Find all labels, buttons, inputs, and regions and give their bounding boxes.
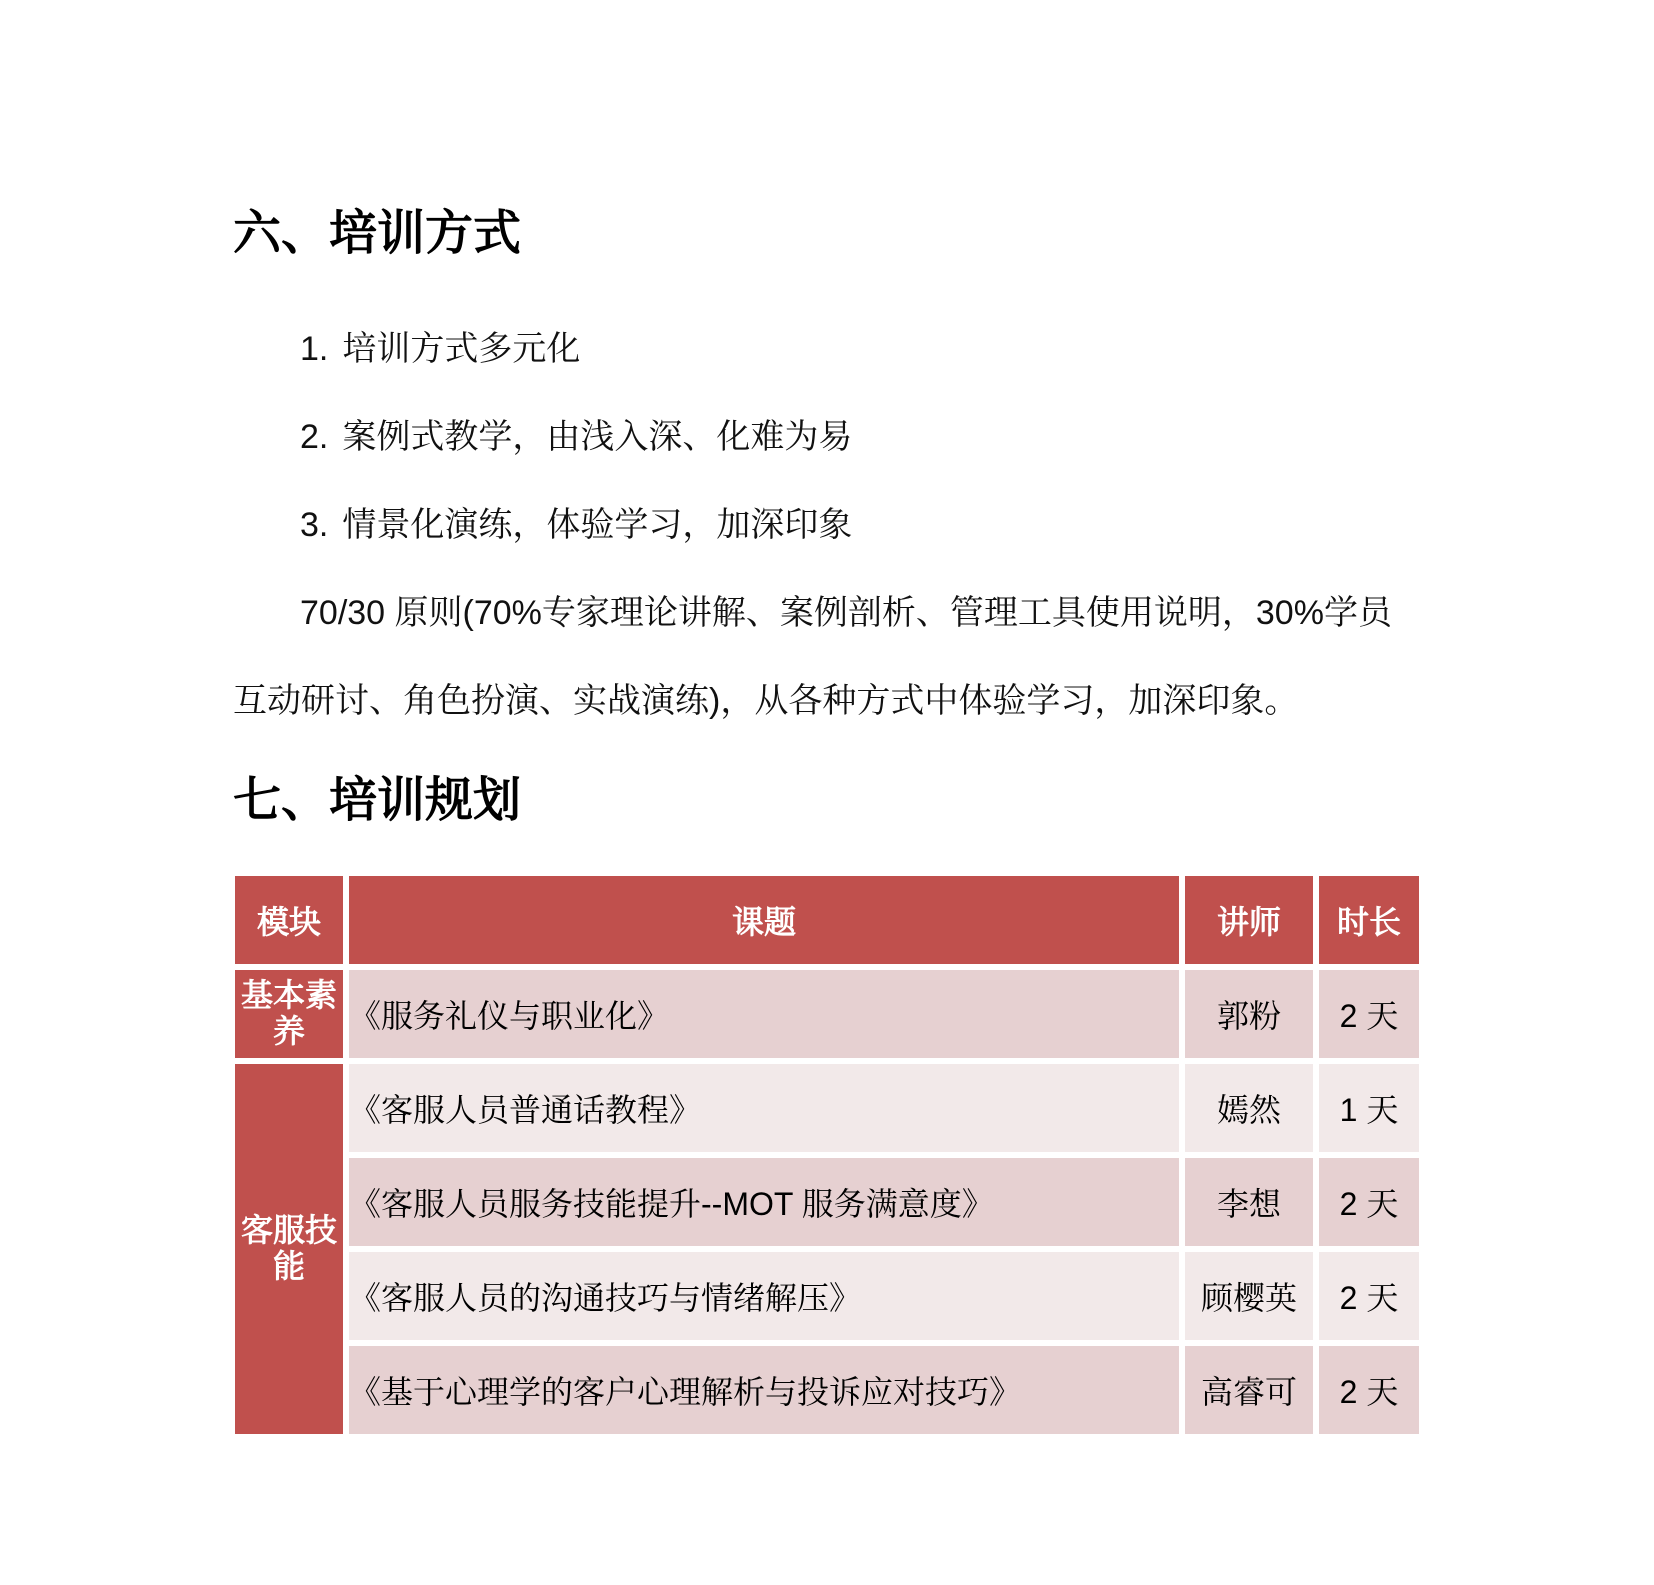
duration-cell: 2 天	[1319, 1346, 1419, 1434]
duration-cell: 1 天	[1319, 1064, 1419, 1152]
lecturer-cell: 郭粉	[1185, 970, 1313, 1058]
paragraph-line-1: 70/30 原则(70%专家理论讲解、案例剖析、管理工具使用说明，30%学员	[300, 594, 1392, 632]
table-row	[235, 1064, 1419, 1152]
topic-cell: 《客服人员普通话教程》	[349, 1064, 1179, 1152]
topic-cell: 《客服人员的沟通技巧与情绪解压》	[349, 1252, 1179, 1340]
column-header-lecturer: 讲师	[1185, 876, 1313, 964]
list-item-3	[233, 481, 1443, 569]
lecturer-cell: 高睿可	[1185, 1346, 1313, 1434]
table-header-row	[235, 876, 1419, 964]
list-item-1	[233, 305, 1443, 393]
section-6-heading: 六、培训方式	[233, 207, 522, 260]
topic-cell: 《服务礼仪与职业化》	[349, 970, 1179, 1058]
section-7-heading: 七、培训规划	[233, 774, 522, 827]
paragraph-line-2: 互动研讨、角色扮演、实战演练)，从各种方式中体验学习，加深印象。	[233, 682, 1299, 720]
duration-cell: 2 天	[1319, 1252, 1419, 1340]
topic-cell: 《客服人员服务技能提升--MOT 服务满意度》	[349, 1158, 1179, 1246]
table-row	[235, 1252, 1419, 1340]
table-row	[235, 970, 1419, 1058]
table-row	[235, 1158, 1419, 1246]
column-header-topic: 课题	[349, 876, 1179, 964]
list-item-2	[233, 393, 1443, 481]
duration-cell: 2 天	[1319, 1158, 1419, 1246]
lecturer-cell: 嫣然	[1185, 1064, 1313, 1152]
table-row	[235, 1346, 1419, 1434]
list-item-2-number: 2.	[300, 418, 329, 456]
module-cell-service-skills: 客服技能	[235, 1064, 343, 1434]
column-header-module: 模块	[235, 876, 343, 964]
list-item-1-number: 1.	[300, 330, 329, 368]
section-6-body	[233, 305, 1443, 745]
module-cell-basic-quality: 基本素养	[235, 970, 343, 1058]
training-plan-table	[229, 870, 1425, 1440]
duration-cell: 2 天	[1319, 970, 1419, 1058]
lecturer-cell: 李想	[1185, 1158, 1313, 1246]
lecturer-cell: 顾樱英	[1185, 1252, 1313, 1340]
topic-cell: 《基于心理学的客户心理解析与投诉应对技巧》	[349, 1346, 1179, 1434]
list-item-3-text: 情景化演练，体验学习，加深印象	[342, 506, 853, 544]
list-item-3-number: 3.	[300, 506, 329, 544]
list-item-2-text: 案例式教学，由浅入深、化难为易	[342, 418, 853, 456]
column-header-duration: 时长	[1319, 876, 1419, 964]
list-item-1-text: 培训方式多元化	[342, 330, 581, 368]
